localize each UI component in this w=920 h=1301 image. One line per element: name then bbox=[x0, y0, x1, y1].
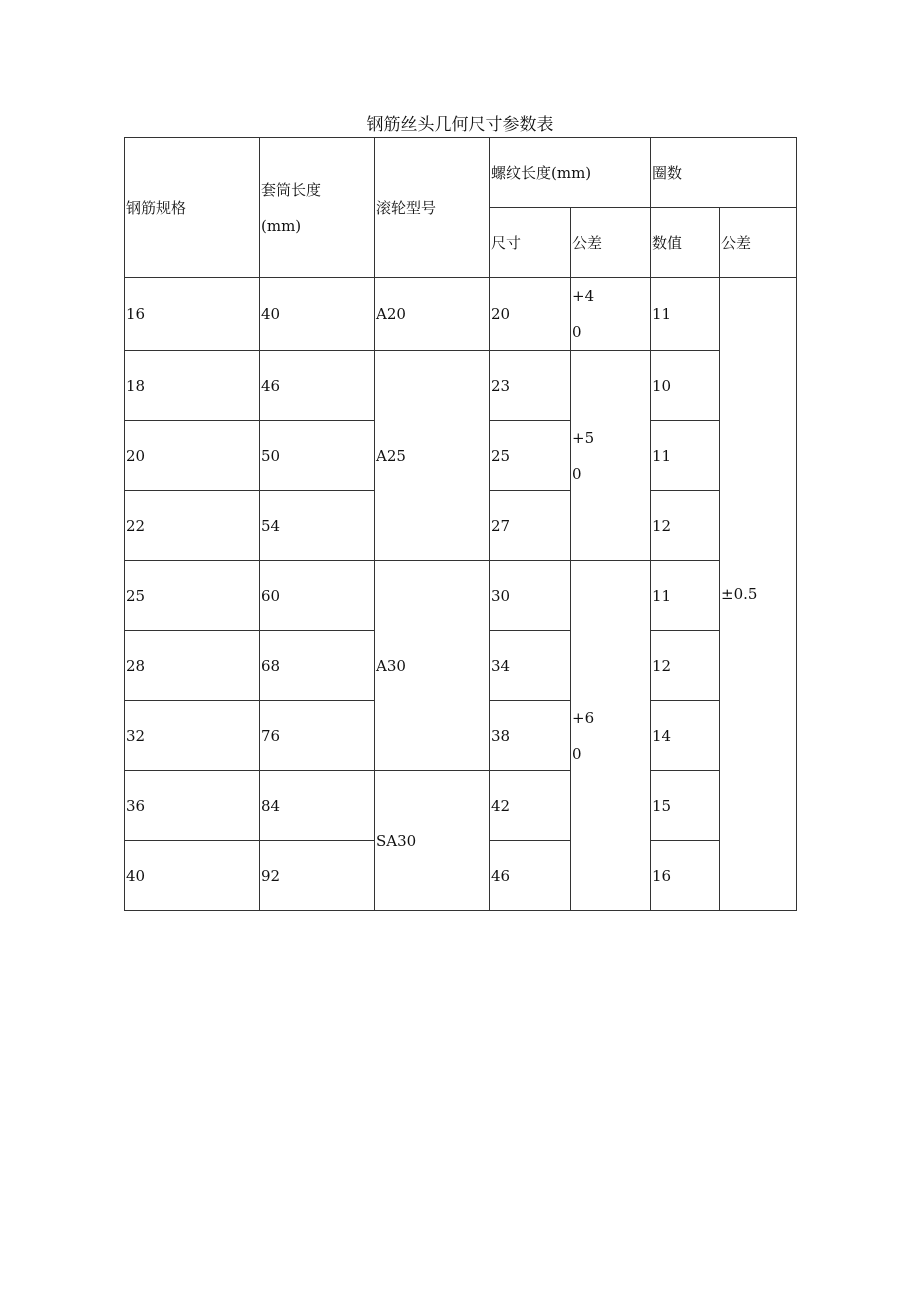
sleeve-length-cell: 54 bbox=[260, 491, 375, 561]
thread-size-cell: 27 bbox=[490, 491, 571, 561]
tolerance-zero: 0 bbox=[572, 744, 582, 763]
thread-tolerance-cell bbox=[571, 351, 651, 561]
roller-model-cell: A30 bbox=[375, 561, 490, 771]
rebar-spec-cell: 22 bbox=[125, 491, 260, 561]
header-sleeve-length-unit: (mm) bbox=[261, 216, 302, 235]
header-thread-tolerance: 公差 bbox=[571, 208, 651, 278]
table-row bbox=[125, 351, 797, 421]
thread-tolerance-cell bbox=[571, 278, 651, 351]
tolerance-plus: +6 bbox=[572, 708, 595, 727]
rebar-spec-cell: 28 bbox=[125, 631, 260, 701]
turns-value-cell: 11 bbox=[651, 421, 720, 491]
turns-value-cell: 16 bbox=[651, 841, 720, 911]
sleeve-length-cell: 68 bbox=[260, 631, 375, 701]
turns-value-cell: 10 bbox=[651, 351, 720, 421]
table-row bbox=[125, 771, 797, 841]
rebar-thread-spec-table bbox=[124, 137, 797, 911]
header-roller-model: 滚轮型号 bbox=[375, 138, 490, 278]
table-row bbox=[125, 561, 797, 631]
rebar-spec-cell: 32 bbox=[125, 701, 260, 771]
roller-model-cell: SA30 bbox=[375, 771, 490, 911]
sleeve-length-cell: 46 bbox=[260, 351, 375, 421]
turns-value-cell: 11 bbox=[651, 278, 720, 351]
tolerance-zero: 0 bbox=[572, 464, 582, 483]
header-turns: 圈数 bbox=[651, 138, 797, 208]
turns-value-cell: 12 bbox=[651, 491, 720, 561]
header-sleeve-length-label: 套筒长度 bbox=[261, 180, 322, 199]
table-title: 钢筋丝头几何尺寸参数表 bbox=[366, 115, 554, 135]
thread-size-cell: 38 bbox=[490, 701, 571, 771]
turns-value-cell: 14 bbox=[651, 701, 720, 771]
roller-model-cell: A20 bbox=[375, 278, 490, 351]
rebar-spec-cell: 16 bbox=[125, 278, 260, 351]
thread-size-cell: 23 bbox=[490, 351, 571, 421]
header-turns-value: 数值 bbox=[651, 208, 720, 278]
thread-size-cell: 25 bbox=[490, 421, 571, 491]
thread-size-cell: 46 bbox=[490, 841, 571, 911]
header-turns-tolerance: 公差 bbox=[720, 208, 797, 278]
sleeve-length-cell: 50 bbox=[260, 421, 375, 491]
rebar-spec-cell: 20 bbox=[125, 421, 260, 491]
header-rebar-spec: 钢筋规格 bbox=[125, 138, 260, 278]
rebar-spec-cell: 18 bbox=[125, 351, 260, 421]
sleeve-length-cell: 92 bbox=[260, 841, 375, 911]
sleeve-length-cell: 84 bbox=[260, 771, 375, 841]
thread-size-cell: 30 bbox=[490, 561, 571, 631]
turns-tolerance-cell: ±0.5 bbox=[720, 278, 797, 911]
header-sleeve-length bbox=[260, 138, 375, 278]
turns-value-cell: 11 bbox=[651, 561, 720, 631]
thread-size-cell: 34 bbox=[490, 631, 571, 701]
tolerance-plus: +4 bbox=[572, 287, 595, 305]
tolerance-zero: 0 bbox=[572, 323, 582, 341]
sleeve-length-cell: 40 bbox=[260, 278, 375, 351]
thread-tolerance-cell bbox=[571, 561, 651, 911]
tolerance-plus: +5 bbox=[572, 428, 595, 447]
rebar-spec-cell: 40 bbox=[125, 841, 260, 911]
thread-size-cell: 42 bbox=[490, 771, 571, 841]
turns-value-cell: 15 bbox=[651, 771, 720, 841]
rebar-spec-cell: 36 bbox=[125, 771, 260, 841]
header-thread-size: 尺寸 bbox=[490, 208, 571, 278]
table-row bbox=[125, 278, 797, 351]
sleeve-length-cell: 76 bbox=[260, 701, 375, 771]
sleeve-length-cell: 60 bbox=[260, 561, 375, 631]
rebar-spec-cell: 25 bbox=[125, 561, 260, 631]
roller-model-cell: A25 bbox=[375, 351, 490, 561]
header-row-1 bbox=[125, 138, 797, 208]
header-thread-length: 螺纹长度(mm) bbox=[490, 138, 651, 208]
turns-value-cell: 12 bbox=[651, 631, 720, 701]
thread-size-cell: 20 bbox=[490, 278, 571, 351]
